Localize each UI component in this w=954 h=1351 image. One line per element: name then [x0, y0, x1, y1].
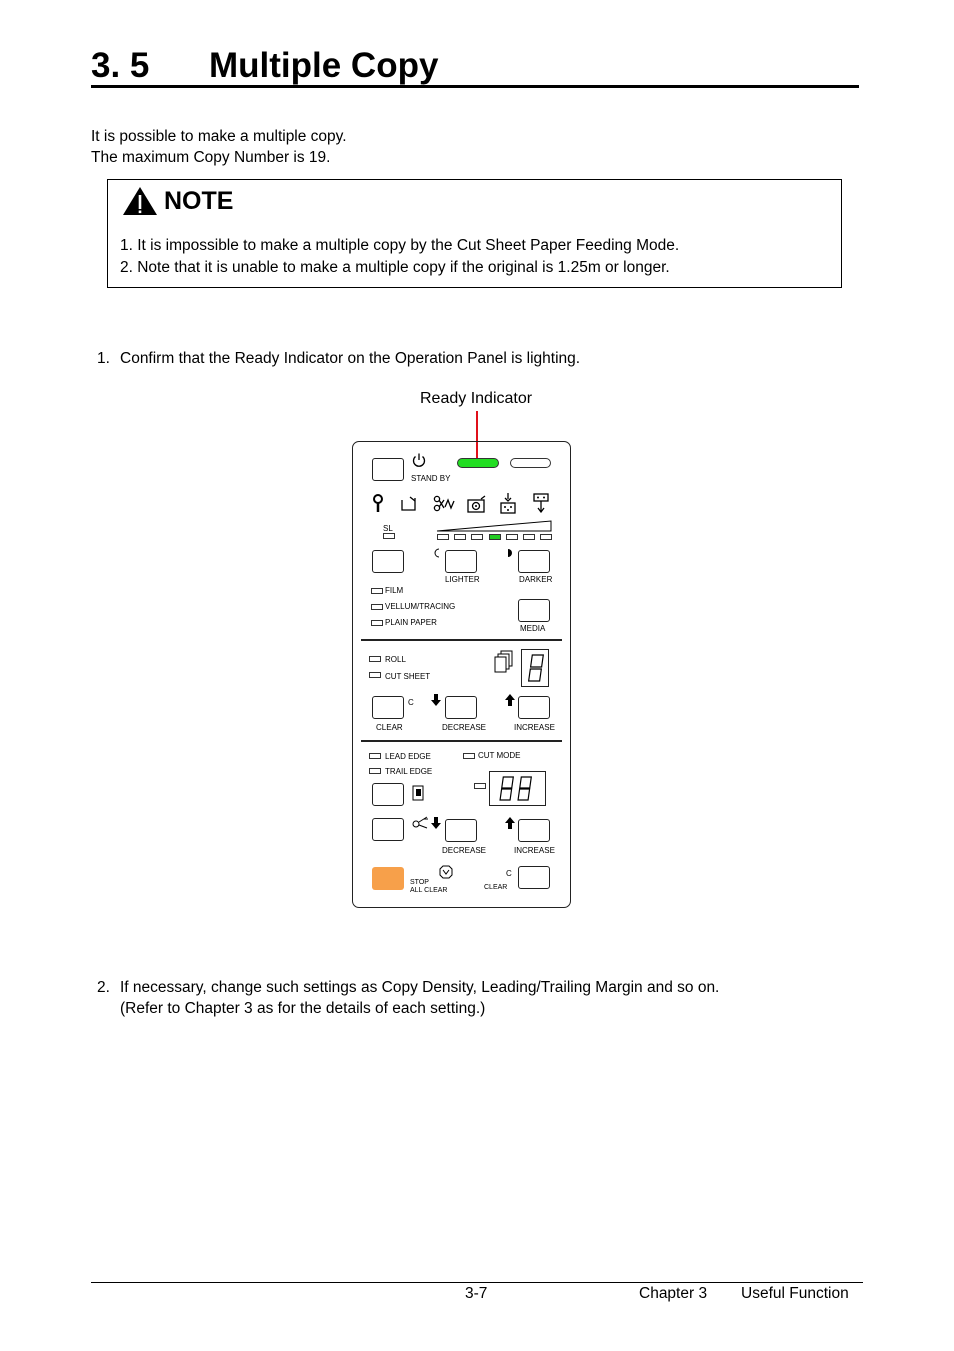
heading-rule: [91, 85, 859, 88]
cutter-button[interactable]: [372, 818, 404, 841]
waste-toner-icon: [533, 493, 549, 513]
margin-increase-button[interactable]: [518, 819, 550, 842]
footer-section: Useful Function: [741, 1285, 849, 1302]
operation-panel: [352, 441, 571, 908]
step-number: 2.: [97, 979, 110, 996]
note-header: [122, 186, 233, 216]
density-led: [489, 534, 501, 540]
panel-divider: [361, 639, 562, 641]
copy-increase-button[interactable]: [518, 696, 550, 719]
media-label: MEDIA: [520, 624, 546, 633]
density-led: [471, 534, 483, 540]
plain-paper-led: [371, 620, 383, 626]
margin-display: [489, 771, 546, 806]
toner-icon: [500, 492, 516, 514]
margin-increase-label: INCREASE: [514, 846, 555, 855]
intro-line: The maximum Copy Number is 19.: [91, 149, 331, 166]
stop-label: STOP: [410, 879, 429, 886]
panel-divider: [361, 740, 562, 742]
media-button[interactable]: [518, 599, 550, 622]
footer-chapter: Chapter 3: [639, 1285, 708, 1302]
trail-edge-led: [369, 768, 381, 774]
cut-mode-indicator: [474, 783, 486, 789]
sl-label: SL: [383, 524, 393, 533]
copy-increase-label: INCREASE: [514, 723, 555, 732]
darker-icon: [506, 548, 514, 558]
vellum-label: VELLUM/TRACING: [385, 602, 456, 611]
seven-segment-digit: [522, 650, 548, 686]
paper-jam-icon: [400, 496, 418, 512]
note-box: [107, 179, 842, 288]
page-number: 3-7: [465, 1285, 488, 1302]
density-wedge: [436, 520, 552, 532]
note-item: 1. It is impossible to make a multiple copy by the Cut Sheet Paper Feeding Mode.: [120, 237, 680, 254]
lighter-button[interactable]: [445, 550, 477, 573]
error-indicator: [510, 458, 551, 468]
copy-number-display: [521, 649, 549, 687]
roll-led: [369, 656, 381, 662]
margin-decrease-button[interactable]: [445, 819, 477, 842]
wrench-icon: [371, 494, 385, 514]
intro-paragraph: [91, 126, 347, 168]
step-item: [97, 348, 580, 369]
density-led: [454, 534, 466, 540]
seven-segment-digits: [490, 772, 545, 805]
density-led: [506, 534, 518, 540]
cut-sheet-label: CUT SHEET: [385, 672, 431, 681]
stop-button[interactable]: [372, 867, 404, 890]
step-text: If necessary, change such settings as Copy Density, Leading/Trailing Margin and so on.: [120, 979, 720, 996]
ready-indicator-callout: Ready Indicator: [420, 390, 533, 407]
arrow-down-icon: [431, 817, 441, 829]
arrow-up-icon: [505, 694, 515, 706]
vellum-led: [371, 604, 383, 610]
step-number: 1.: [97, 350, 110, 367]
clear-label: CLEAR: [484, 884, 508, 891]
density-led: [437, 534, 449, 540]
ready-indicator: [457, 458, 499, 468]
copy-clear-label: CLEAR: [376, 723, 403, 732]
density-led: [540, 534, 552, 540]
copy-decrease-label: DECREASE: [442, 723, 487, 732]
margin-icon: [412, 785, 424, 801]
cut-mode-led: [463, 753, 475, 759]
note-list: [120, 235, 679, 278]
section-title: Multiple Copy: [209, 46, 439, 85]
step-item: [97, 977, 719, 1019]
darker-label: DARKER: [519, 575, 553, 584]
margin-select-button[interactable]: [372, 783, 404, 806]
warning-icon: [122, 186, 158, 216]
cutter-icon: [433, 495, 455, 513]
cut-mode-label: CUT MODE: [478, 751, 521, 760]
note-item: 2. Note that it is unable to make a multiple copy if the original is 1.25m or longer.: [120, 258, 670, 276]
density-led: [523, 534, 535, 540]
cutter-small-icon: [412, 816, 430, 830]
standby-label: STAND BY: [411, 474, 451, 483]
section-number: 3. 5: [91, 46, 150, 85]
note-title: NOTE: [164, 186, 234, 215]
cut-sheet-led: [369, 672, 381, 678]
step-text: (Refer to Chapter 3 as for the details of each setting.): [120, 1000, 486, 1017]
lead-edge-led: [369, 753, 381, 759]
copy-clear-c: C: [408, 698, 414, 707]
trail-edge-label: TRAIL EDGE: [385, 767, 433, 776]
arrow-down-icon: [431, 694, 441, 706]
film-label: FILM: [385, 586, 404, 595]
all-clear-label: ALL CLEAR: [410, 887, 448, 894]
clear-button[interactable]: [518, 866, 550, 889]
margin-decrease-label: DECREASE: [442, 846, 487, 855]
lighter-icon: [433, 548, 441, 558]
clear-c-label: C: [506, 869, 512, 878]
stop-icon: [439, 865, 453, 879]
power-icon: [411, 452, 427, 468]
sl-led: [383, 533, 395, 539]
copies-icon: [494, 650, 514, 674]
sl-button[interactable]: [372, 550, 404, 573]
section-heading: [91, 44, 438, 88]
roll-paper-icon: [467, 495, 487, 513]
lead-edge-label: LEAD EDGE: [385, 752, 431, 761]
step-text: Confirm that the Ready Indicator on the Operation Panel is lighting.: [120, 350, 581, 367]
film-led: [371, 588, 383, 594]
roll-label: ROLL: [385, 655, 406, 664]
arrow-up-icon: [505, 817, 515, 829]
copy-clear-button[interactable]: [372, 696, 404, 719]
darker-button[interactable]: [518, 550, 550, 573]
intro-line: It is possible to make a multiple copy.: [91, 128, 347, 145]
lighter-label: LIGHTER: [445, 575, 480, 584]
footer-rule: [91, 1282, 863, 1283]
copy-decrease-button[interactable]: [445, 696, 477, 719]
standby-button[interactable]: [372, 458, 404, 481]
plain-paper-label: PLAIN PAPER: [385, 618, 437, 627]
